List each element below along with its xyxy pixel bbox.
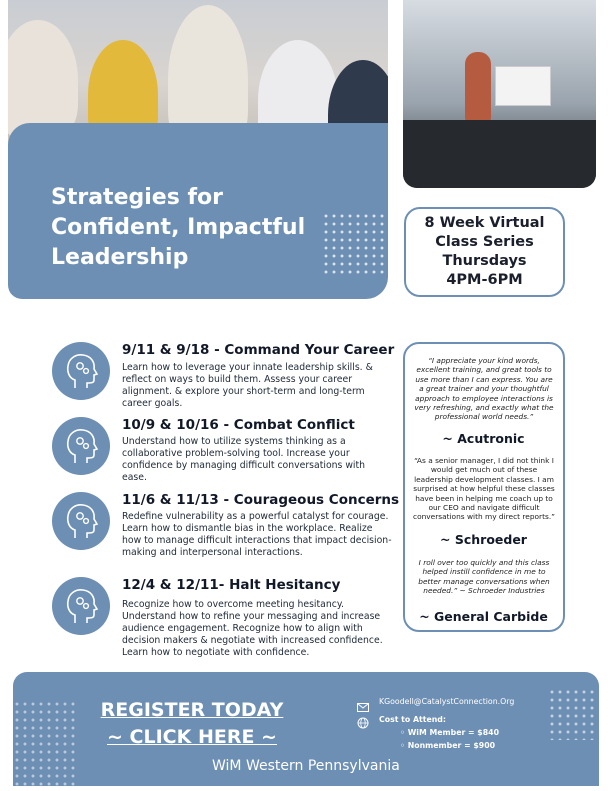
testimonial-quote: I roll over too quickly and this class helped instill confidence in me to better manage conversations when needed.” ~ Schroeder Industries <box>418 558 550 596</box>
testimonial-quote: “I appreciate your kind words, excellent training, and great tools to use more than I can express. You are a great trainer and your thoughtful approach to employee interactions is very refreshing, and exactly what the professional world needs.” <box>414 356 554 422</box>
organization-name: WiM Western Pennsylvania <box>212 758 400 774</box>
register-line[interactable]: ~ CLICK HERE ~ <box>107 726 277 748</box>
price-nonmember: ◦ Nonmember = $900 <box>400 741 496 750</box>
session-title: 10/9 & 10/16 - Combat Conflict <box>122 417 355 433</box>
contact-email[interactable]: KGoodell@CatalystConnection.Org <box>379 697 515 706</box>
title-line: Strategies for <box>51 185 223 210</box>
testimonials-box <box>403 342 565 632</box>
hero-dot-pattern <box>322 212 386 276</box>
presenter-photo <box>403 0 596 188</box>
session-title: 12/4 & 12/11- Halt Hesitancy <box>122 577 341 593</box>
head-gears-icon <box>52 577 110 635</box>
series-info-box <box>404 207 565 297</box>
head-gears-icon <box>52 342 110 400</box>
register-line[interactable]: REGISTER TODAY <box>100 699 284 721</box>
footer-dot-pattern-right <box>548 688 596 740</box>
globe-icon <box>357 714 369 733</box>
session-title: 11/6 & 11/13 - Courageous Concerns <box>122 492 400 508</box>
price-nonmember-text: Nonmember = $900 <box>407 741 496 750</box>
series-line: 8 Week Virtual <box>424 215 545 231</box>
register-link[interactable] <box>88 697 296 751</box>
session-description: Understand how to utilize systems thinking as a collaborative problem-solving tool. Increase your confidence by managing difficult conversations with ease. <box>122 436 366 483</box>
head-gears-icon <box>52 417 110 475</box>
page-title <box>51 183 331 273</box>
cost-label: Cost to Attend: <box>379 715 446 724</box>
series-line: 4PM-6PM <box>446 272 523 288</box>
testimonial-author: ~ Schroeder <box>440 532 527 547</box>
series-line: Thursdays <box>442 253 527 269</box>
footer-dot-pattern-left <box>13 700 75 786</box>
title-line: Confident, Impactful <box>51 215 306 240</box>
price-member-text: WiM Member = $840 <box>407 728 499 737</box>
session-title: 9/11 & 9/18 - Command Your Career <box>122 342 395 358</box>
head-gears-icon <box>52 492 110 550</box>
testimonial-author: ~ Acutronic <box>442 431 525 446</box>
session-description: Learn how to leverage your innate leadership skills. & reflect on ways to build them. Assess your career alignment. & explore your short-term and long-term career goals. <box>122 362 373 409</box>
testimonial-quote: “As a senior manager, I did not think I would get much out of these leadership development classes. I am surprised at how helpful these classes have been in helping me coach up to our CEO and navigate difficult conversations with my direct reports.” <box>413 456 555 522</box>
testimonial-author: ~ General Carbide <box>419 609 548 624</box>
session-description: Recognize how to overcome meeting hesitancy. Understand how to refine your messaging and increase audience engagement. Recognize how to align with decision makers & negotiate with increased confidence. Learn how to negotiate with confidence. <box>122 599 383 658</box>
price-member: ◦ WiM Member = $840 <box>400 728 499 737</box>
session-description: Redefine vulnerability as a powerful catalyst for courage. Learn how to dismantle bias in the workplace. Realize how to manage difficult interactions that impact decision-making and interpersonal interactions. <box>122 511 392 558</box>
series-line: Class Series <box>435 234 534 250</box>
title-line: Leadership <box>51 245 189 270</box>
